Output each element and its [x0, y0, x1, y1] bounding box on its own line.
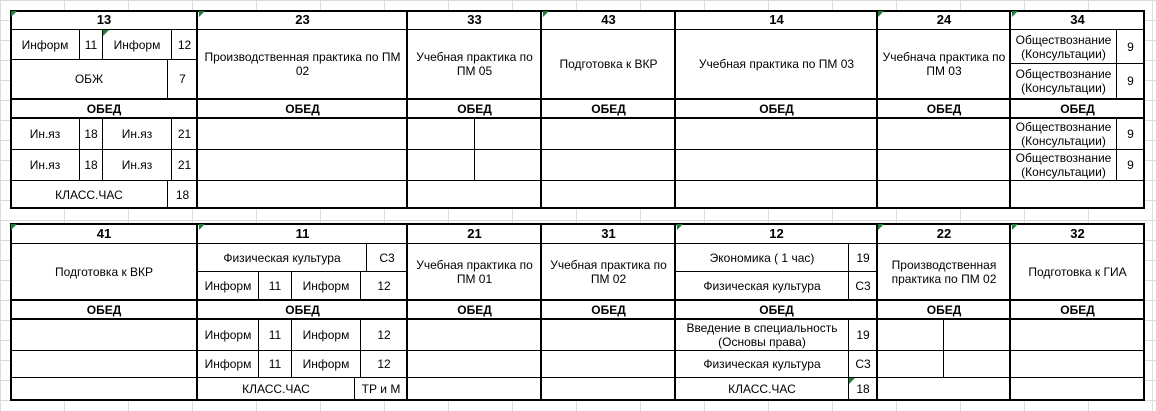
empty-cell	[943, 319, 1011, 351]
empty-cell	[407, 118, 475, 150]
empty-cell	[675, 118, 878, 150]
empty-cell	[407, 350, 542, 378]
empty-cell	[197, 118, 408, 150]
group-header: 33	[407, 10, 542, 30]
group-header: 24	[877, 10, 1011, 30]
empty-cell	[407, 377, 542, 401]
room-cell: 12	[360, 319, 408, 351]
room-cell: С3	[366, 243, 408, 272]
practice-cell: Подготовка к ГИА	[1010, 243, 1145, 300]
lunch-cell: ОБЕД	[541, 299, 676, 320]
subject-cell: Физическая культура	[675, 271, 849, 300]
empty-cell	[197, 180, 408, 209]
room-cell: 11	[258, 319, 292, 351]
group-header: 12	[675, 223, 878, 244]
empty-cell	[10, 319, 198, 351]
group-header: 23	[197, 10, 408, 30]
comment-marker-icon	[199, 11, 205, 17]
empty-cell	[1010, 350, 1145, 378]
empty-cell	[10, 350, 198, 378]
lunch-cell: ОБЕД	[541, 98, 676, 119]
group-header: 31	[541, 223, 676, 244]
group-header: 32	[1010, 223, 1145, 244]
room-cell: 12	[171, 29, 198, 60]
empty-cell	[1010, 180, 1145, 209]
lunch-cell: ОБЕД	[197, 98, 408, 119]
room-cell: 11	[258, 271, 292, 300]
practice-cell: Учебная практика по ПМ 02	[541, 243, 676, 300]
room-cell: 18	[79, 149, 103, 181]
subject-cell: Информ	[197, 319, 259, 351]
subject-cell: Информ	[102, 29, 172, 60]
group-header: 14	[675, 10, 878, 30]
room-cell: ТР и М	[354, 377, 408, 401]
subject-cell: Физическая культура	[197, 243, 367, 272]
subject-cell: Информ	[291, 350, 361, 378]
empty-cell	[943, 350, 1011, 378]
room-cell: 7	[167, 59, 198, 99]
comment-marker-icon	[11, 224, 17, 230]
comment-marker-icon	[878, 11, 884, 17]
room-cell: 11	[79, 29, 103, 60]
subject-cell: Информ	[291, 271, 361, 300]
comment-marker-icon	[878, 224, 884, 230]
room-cell: С3	[848, 271, 878, 300]
lunch-cell: ОБЕД	[1010, 299, 1145, 320]
subject-cell: Ин.яз	[102, 149, 172, 181]
empty-cell	[197, 149, 408, 181]
empty-cell	[877, 377, 1011, 401]
empty-cell	[541, 180, 676, 209]
empty-cell	[877, 118, 1011, 150]
lunch-cell: ОБЕД	[675, 98, 878, 119]
subject-cell: Обществознание (Консультации)	[1010, 118, 1117, 150]
subject-cell: Введение в специальность (Основы права)	[675, 319, 849, 351]
empty-cell	[541, 377, 676, 401]
lunch-cell: ОБЕД	[877, 299, 1011, 320]
subject-cell: Обществознание (Консультации)	[1010, 149, 1117, 181]
room-cell: 12	[360, 350, 408, 378]
comment-marker-icon	[677, 224, 683, 230]
practice-cell: Подготовка к ВКР	[541, 29, 676, 99]
room-cell: 9	[1116, 63, 1145, 99]
empty-cell	[877, 149, 1011, 181]
subject-cell: Экономика ( 1 час)	[675, 243, 849, 272]
subject-cell: ОБЖ	[10, 59, 168, 99]
empty-cell	[541, 350, 676, 378]
group-header: 13	[10, 10, 198, 30]
empty-cell	[407, 319, 542, 351]
empty-cell	[1010, 319, 1145, 351]
room-cell: 21	[171, 149, 198, 181]
empty-cell	[877, 319, 944, 351]
subject-cell: КЛАСС.ЧАС	[675, 377, 849, 401]
empty-cell	[407, 180, 542, 209]
comment-marker-icon	[1012, 11, 1018, 17]
subject-cell: Информ	[197, 350, 259, 378]
practice-cell: Учебная практика по ПМ 01	[407, 243, 542, 300]
room-cell: 18	[167, 180, 198, 209]
empty-cell	[407, 149, 475, 181]
lunch-cell: ОБЕД	[10, 299, 198, 320]
practice-cell: Подготовка к ВКР	[10, 243, 198, 300]
empty-cell	[541, 118, 676, 150]
room-cell: 18	[848, 377, 878, 401]
lunch-cell: ОБЕД	[675, 299, 878, 320]
practice-cell: Производственная практика по ПМ 02	[197, 29, 408, 99]
group-header: 21	[407, 223, 542, 244]
subject-cell: КЛАСС.ЧАС	[197, 377, 355, 401]
room-cell: 12	[360, 271, 408, 300]
room-cell: 21	[171, 118, 198, 150]
empty-cell	[474, 118, 542, 150]
subject-cell: Информ	[10, 29, 80, 60]
empty-cell	[675, 180, 878, 209]
lunch-cell: ОБЕД	[197, 299, 408, 320]
practice-cell: Учебная практика по ПМ 05	[407, 29, 542, 99]
comment-marker-icon	[11, 11, 17, 17]
group-header: 41	[10, 223, 198, 244]
empty-cell	[877, 350, 944, 378]
room-cell: 9	[1116, 29, 1145, 64]
subject-cell: Ин.яз	[102, 118, 172, 150]
subject-cell: Ин.яз	[10, 149, 80, 181]
empty-cell	[1010, 377, 1145, 401]
empty-cell	[675, 149, 878, 181]
room-cell: 9	[1116, 149, 1145, 181]
room-cell: 11	[258, 350, 292, 378]
room-cell: 19	[848, 243, 878, 272]
empty-cell	[474, 149, 542, 181]
subject-cell: Обществознание (Консультации)	[1010, 29, 1117, 64]
comment-marker-icon	[1012, 224, 1018, 230]
subject-cell: Физическая культура	[675, 350, 849, 378]
empty-cell	[541, 149, 676, 181]
comment-marker-icon	[103, 30, 109, 36]
empty-cell	[541, 319, 676, 351]
group-header: 11	[197, 223, 408, 244]
room-cell: С3	[848, 350, 878, 378]
room-cell: 18	[79, 118, 103, 150]
schedule-block-bottom	[10, 223, 1145, 401]
subject-cell: Информ	[197, 271, 259, 300]
empty-cell	[877, 180, 1011, 209]
subject-cell: Обществознание (Консультации)	[1010, 63, 1117, 99]
schedule-block-top	[10, 10, 1145, 209]
group-header: 22	[877, 223, 1011, 244]
group-header: 43	[541, 10, 676, 30]
practice-cell: Производственная практика по ПМ 02	[877, 243, 1011, 300]
practice-cell: Учебнача практика по ПМ 03	[877, 29, 1011, 99]
practice-cell: Учебная практика по ПМ 03	[675, 29, 878, 99]
lunch-cell: ОБЕД	[407, 98, 542, 119]
comment-marker-icon	[199, 224, 205, 230]
comment-marker-icon	[849, 378, 855, 384]
subject-cell: Ин.яз	[10, 118, 80, 150]
room-cell: 9	[1116, 118, 1145, 150]
lunch-cell: ОБЕД	[877, 98, 1011, 119]
subject-cell: КЛАСС.ЧАС	[10, 180, 168, 209]
lunch-cell: ОБЕД	[10, 98, 198, 119]
empty-cell	[10, 377, 198, 401]
room-cell: 19	[848, 319, 878, 351]
subject-cell: Информ	[291, 319, 361, 351]
comment-marker-icon	[543, 11, 549, 17]
lunch-cell: ОБЕД	[1010, 98, 1145, 119]
lunch-cell: ОБЕД	[407, 299, 542, 320]
group-header: 34	[1010, 10, 1145, 30]
